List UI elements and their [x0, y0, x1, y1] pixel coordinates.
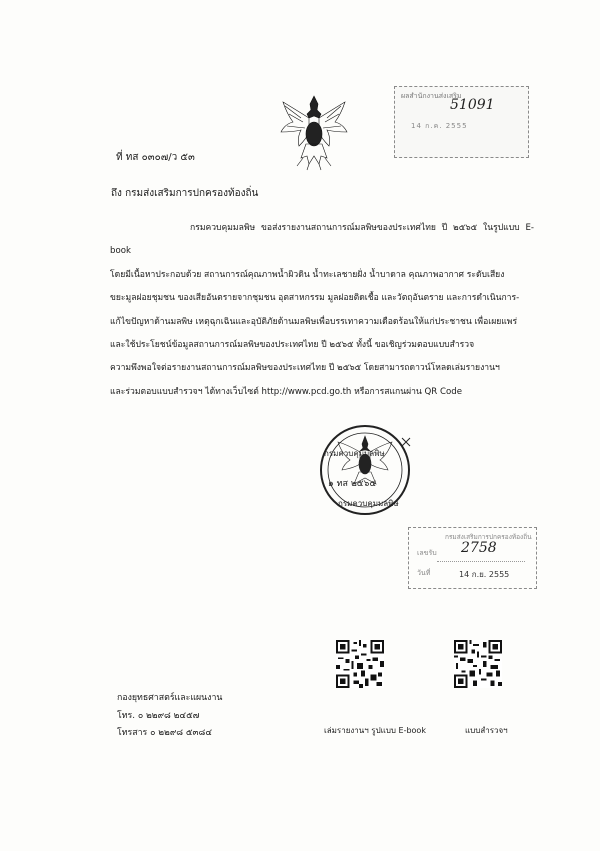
reference-number: ที่ ทส ๐๓๐๗/ว ๕๓ [116, 152, 195, 163]
fax-number: โทรสาร ๐ ๒๒๙๘ ๕๓๘๔ [117, 728, 212, 738]
body-line: และร่วมตอบแบบสำรวจฯ ได้ทางเว็บไซต์ http://www.pcd.go.th หรือการสแกนผ่าน QR Code [110, 386, 462, 397]
qr-caption-ebook: เล่มรายงานฯ รูปแบบ E-book [324, 726, 426, 735]
body-line: และใช้ประโยชน์ข้อมูลสถานการณ์มลพิษของประเทศไทย ปี ๒๕๖๕ ทั้งนี้ ขอเชิญร่วมตอบแบบสำรวจ [110, 340, 475, 351]
seal-top-text: กรมควบคุมมลพิษ [324, 449, 385, 458]
letter-body [110, 217, 534, 404]
divider [437, 561, 525, 562]
division-name: กองยุทธศาสตร์และแผนงาน [117, 693, 223, 703]
qr-code-ebook-icon[interactable] [336, 640, 384, 688]
seal-mid-text: ๑ ทส ๒๕๖๕ [328, 479, 377, 489]
body-line: ความพึงพอใจต่อรายงานสถานการณ์มลพิษของประเทศไทย ปี ๒๕๖๕ โดยสามารถดาวน์โหลดเล่มรายงานฯ [110, 363, 500, 374]
seal-garuda-icon [338, 436, 392, 484]
body-line: แก้ไขปัญหาด้านมลพิษ เหตุฉุกเฉินและอุบัติภัยด้านมลพิษเพื่อบรรเทาความเดือดร้อนให้แก่ประชาชน เพื่อเผยแพร่ [110, 316, 518, 327]
stamp-label: ผลสำนักงานส่งเสริม [401, 92, 462, 100]
stamp-label: กรมส่งเสริมการปกครองท้องถิ่น [445, 533, 532, 541]
qr-caption-survey: แบบสำรวจฯ [465, 726, 508, 735]
seal-bottom-text: กรมควบคุมมลพิษ [338, 499, 399, 508]
stamp-date: 14 ก.ย. 2555 [459, 570, 510, 579]
received-stamp-top [394, 86, 529, 158]
stamp-date: 14 ก.ค. 2555 [411, 122, 468, 130]
recipient-line: ถึง กรมส่งเสริมการปกครองท้องถิ่น [111, 188, 259, 199]
official-seal [310, 420, 420, 520]
body-line: ขยะมูลฝอยชุมชน ของเสียอันตรายจากชุมชน อุตสาหกรรม มูลฝอยติดเชื้อ และวัตถุอันตราย และการดำเนินการ- [110, 293, 520, 304]
phone-number: โทร. ๐ ๒๒๙๘ ๒๔๕๗ [117, 710, 200, 721]
stamp-date-label: วันที่ [417, 569, 431, 577]
garuda-emblem-icon [279, 92, 349, 172]
stamp-number: 2758 [461, 540, 497, 556]
stamp-number-label: เลขรับ [417, 549, 437, 557]
qr-code-survey-icon[interactable] [454, 640, 502, 688]
body-line: โดยมีเนื้อหาประกอบด้วย สถานการณ์คุณภาพน้ำผิวดิน น้ำทะเลชายฝั่ง น้ำบาดาล คุณภาพอากาศ ระดับเสียง [110, 269, 505, 280]
stamp-number: 51091 [450, 97, 495, 113]
body-line: กรมควบคุมมลพิษ ขอส่งรายงานสถานการณ์มลพิษของประเทศไทย ปี ๒๕๖๕ ในรูปแบบ E-book [110, 223, 534, 257]
received-stamp-middle [408, 527, 537, 589]
contact-footer [117, 690, 222, 743]
